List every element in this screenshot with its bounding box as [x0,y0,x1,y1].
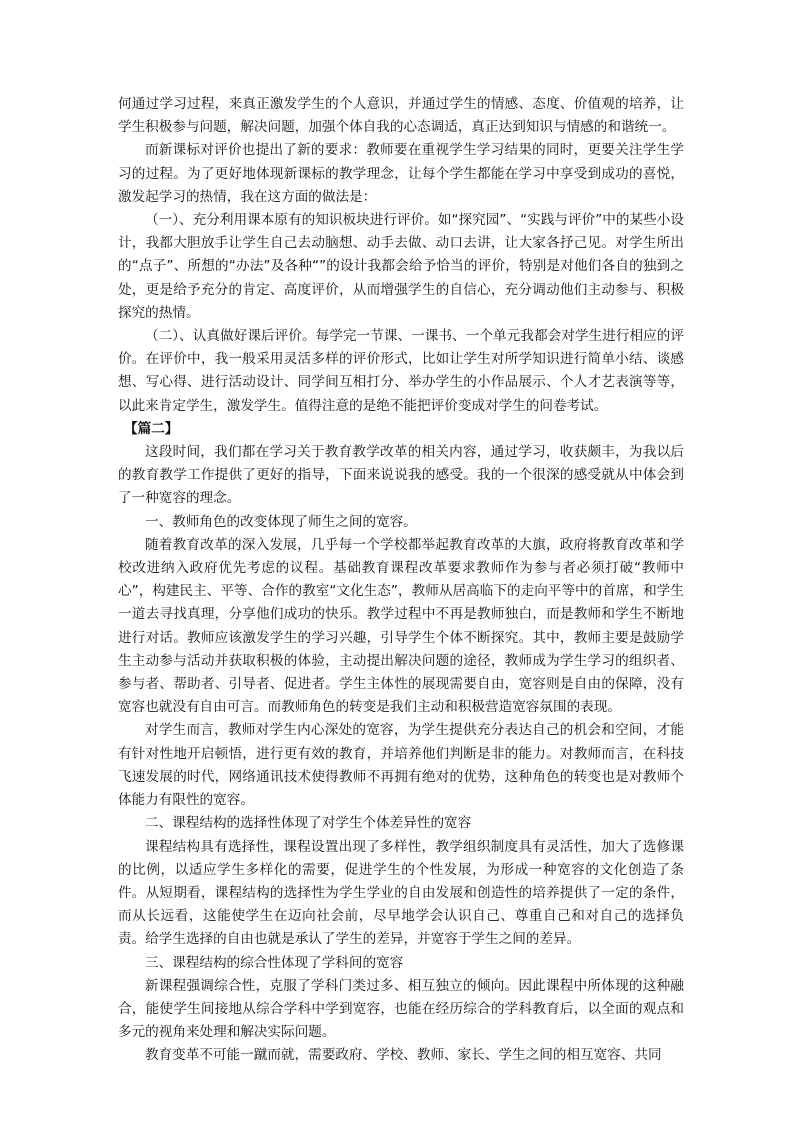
section-subheading: 三、课程结构的综合性体现了学科间的宽容 [145,954,404,971]
section-subheading: 一、教师角色的改变体现了师生之间的宽容。 [145,513,417,530]
paragraph: （一）、充分利用课本原有的知识板块进行评价。如“探究园”、“实践与评价”中的某些小设计，我都大胆放手让学生自己去动脑想、动手去做、动口去讲，让大家各抒己见。对学生所出的“点子”、所想的“办法”及各种“”的设计我都会给予恰当的评价，特别是对他们各自的独到之处，更是给予充分的肯定、高度评价，从而增强学生的自信心，充分调动他们主动参与、积极探究的热情。 [118,212,684,321]
paragraph: 教育变革不可能一蹴而就，需要政府、学校、教师、家长、学生之间的相互宽容、共同 [145,1047,662,1064]
section-subheading: 二、课程结构的选择性体现了对学生个体差异性的宽容 [145,815,472,832]
paragraph: 新课程强调综合性，克服了学科门类过多、相互独立的倾向。因此课程中所体现的这种融合，能使学生间接地从综合学科中学到宽容，也能在经历综合的学科教育后，以全面的观点和多元的视角来处理和解决实际问题。 [118,977,684,1041]
section-heading: 【篇二】 [124,420,179,437]
paragraph: 对学生而言，教师对学生内心深处的宽容，为学生提供充分表达自己的机会和空间，才能有针对性地开启顿悟，进行更有效的教育，并培养他们判断是非的能力。对教师而言，在科技飞速发展的时代，网络通讯技术使得教师不再拥有绝对的优势，这种角色的转变也是对教师个体能力有限性的宽容。 [118,722,684,809]
paragraph: 随着教育改革的深入发展，几乎每一个学校都举起教育改革的大旗，政府将教育改革和学校改进纳入政府优先考虑的议程。基础教育课程改革要求教师作为参与者必须打破“教师中心”，构建民主、平等、合作的教室“文化生态”，教师从居高临下的走向平等中的首席，和学生一道去寻找真理，分享他们成功的快乐。教学过程中不再是教师独白，而是教师和学生不断地进行对话。教师应该激发学生的学习兴趣，引导学生个体不断探究。其中，教师主要是鼓励学生主动参与活动并获取积极的体验，主动提出解决问题的途径，教师成为学生学习的组织者、参与者、帮助者、引导者、促进者。学生主体性的展现需要自由，宽容则是自由的保障，没有宽容也就没有自由可言。而教师角色的转变是我们主动和积极营造宽容氛围的表现。 [118,536,684,716]
paragraph: 这段时间，我们都在学习关于教育教学改革的相关内容，通过学习，收获颇丰，为我以后的教育教学工作提供了更好的指导，下面来说说我的感受。我的一个很深的感受就从中体会到了一种宽容的理念。 [118,444,684,507]
paragraph: （二）、认真做好课后评价。每学完一节课、一课书、一个单元我都会对学生进行相应的评价。在评价中，我一般采用灵活多样的评价形式，比如让学生对所学知识进行简单小结、谈感想、写心得、进行活动设计、同学间互相打分、举办学生的小作品展示、个人才艺表演等等，以此来肯定学生，激发学生。值得注意的是绝不能把评价变成对学生的问卷考试。 [118,328,684,414]
document-body [118,93,684,1068]
paragraph: 而新课标对评价也提出了新的要求：教师要在重视学生学习结果的同时，更要关注学生学习的过程。为了更好地体现新课标的教学理念，让每个学生都能在学习中享受到成功的喜悦，激发起学习的热情，我在这方面的做法是： [118,142,684,205]
paragraph: 何通过学习过程，来真正激发学生的个人意识，并通过学生的情感、态度、价值观的培养，让学生积极参与问题，解决问题，加强个体自我的心态调适，真正达到知识与情感的和谐统一。 [118,96,684,136]
paragraph: 课程结构具有选择性，课程设置出现了多样性，教学组织制度具有灵活性，加大了选修课的比例，以适应学生多样化的需要，促进学生的个性发展，为形成一种宽容的文化创造了条件。从短期看，课程结构的选择性为学生学业的自由发展和创造性的培养提供了一定的条件，而从长远看，这能使学生在迈向社会前，尽早地学会认识自己、尊重自己和对自己的选择负责。给学生选择的自由也就是承认了学生的差异，并宽容于学生之间的差异。 [118,838,684,948]
